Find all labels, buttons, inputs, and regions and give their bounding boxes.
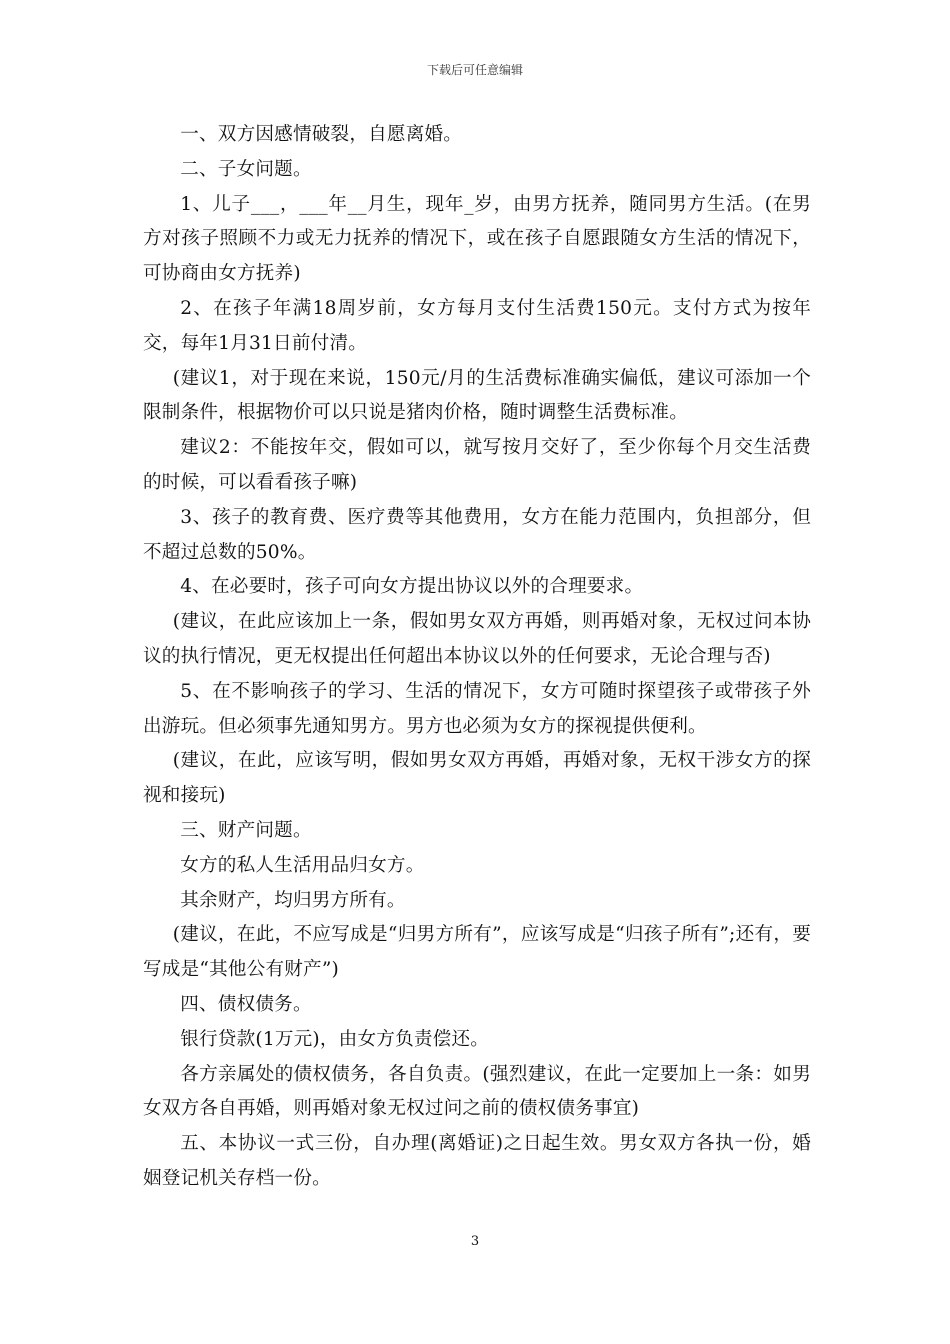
paragraph-17: 银行贷款(1万元)，由女方负责偿还。 [180,1028,490,1050]
paragraph-13: 女方的私人生活用品归女方。 [180,854,425,876]
paragraph-11: (建议，在此，应该写明，假如男女双方再婚，再婚对象，无权干涉女方的探视和接玩) [143,750,811,807]
paragraph-9: (建议，在此应该加上一条，假如男女双方再婚，则再婚对象，无权过问本协议的执行情况，更无权提出任何超出本协议以外的任何要求，无论合理与否) [143,611,811,667]
paragraph-16: 四、债权债务。 [180,993,312,1015]
paragraph-18: 各方亲属处的债权债务，各自负责。(强烈建议，在此一定要加上一条：如男女双方各自再婚，则再婚对象无权过问之前的债权债务事宜) [143,1063,811,1120]
paragraph-1: 一、双方因感情破裂，自愿离婚。 [180,124,463,145]
paragraph-6: 建议2：不能按年交，假如可以，就写按月交好了，至少你每个月交生活费的时候，可以看看孩子嘛) [143,437,811,493]
paragraph-3: 1、儿子___，___年__月生，现年_岁，由男方抚养，随同男方生活。(在男方对孩子照顾不力或无力抚养的情况下，或在孩子自愿跟随女方生活的情况下，可协商由女方抚养) [143,193,811,285]
document-body [143,118,811,1197]
paragraph-8: 4、在必要时，孩子可向女方提出协议以外的合理要求。 [180,576,644,598]
paragraph-5: (建议1，对于现在来说，150元/月的生活费标准确实偏低，建议可添加一个限制条件，根据物价可以只说是猪肉价格，随时调整生活费标准。 [143,367,811,424]
paragraph-10: 5、在不影响孩子的学习、生活的情况下，女方可随时探望孩子或带孩子外出游玩。但必须事先通知男方。男方也必须为女方的探视提供便利。 [143,680,811,737]
paragraph-7: 3、孩子的教育费、医疗费等其他费用，女方在能力范围内，负担部分，但不超过总数的50%。 [143,506,811,563]
page-header: 下载后可任意编辑 [426,63,523,77]
paragraph-12: 三、财产问题。 [180,819,312,841]
paragraph-4: 2、在孩子年满18周岁前，女方每月支付生活费150元。支付方式为按年交，每年1月31日前付清。 [143,297,811,354]
paragraph-19: 五、本协议一式三份，自办理(离婚证)之日起生效。男女双方各执一份，婚姻登记机关存档一份。 [143,1133,811,1189]
paragraph-14: 其余财产，均归男方所有。 [180,889,406,911]
paragraph-2: 二、子女问题。 [180,158,312,180]
paragraph-15: (建议，在此，不应写成是“归男方所有”，应该写成是“归孩子所有”;还有，要写成是“其他公有财产”) [143,924,811,981]
page-number: 3 [470,1234,480,1249]
